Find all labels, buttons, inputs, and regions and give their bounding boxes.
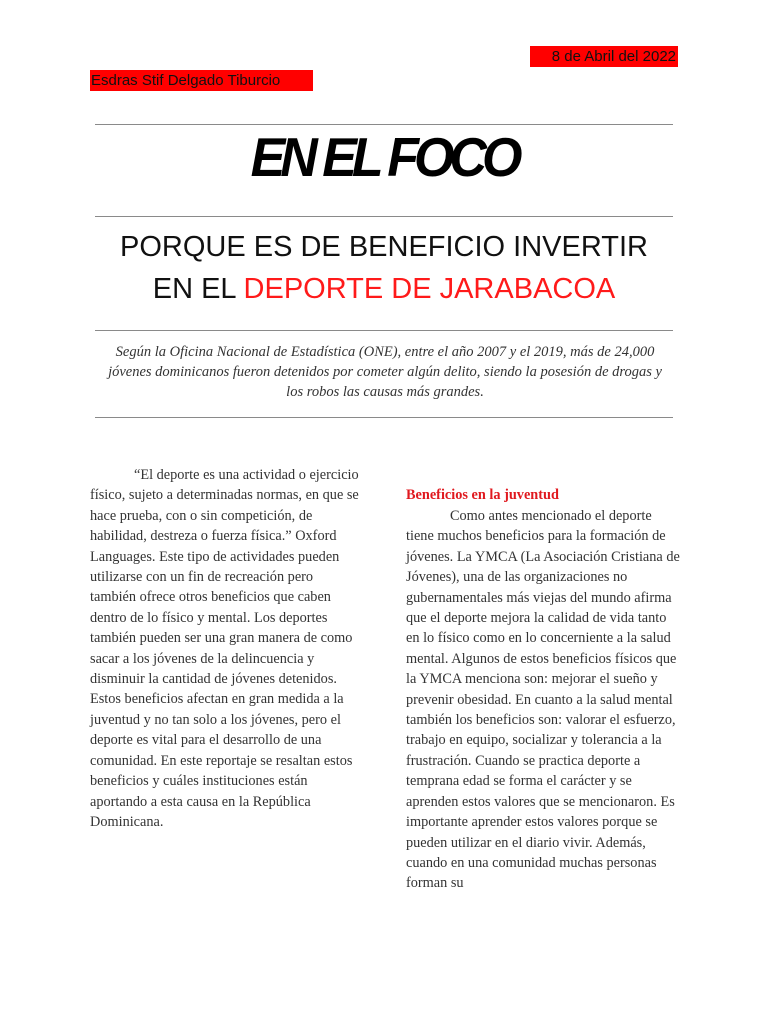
headline-line-1: PORQUE ES DE BENEFICIO INVERTIR bbox=[119, 231, 648, 263]
divider bbox=[95, 417, 673, 418]
divider bbox=[95, 330, 673, 331]
left-column bbox=[90, 465, 362, 832]
left-column-text: “El deporte es una actividad o ejercicio físico, sujeto a determinadas normas, en que se hace prueba, con o sin competición, de habilidad, destreza o fuerza física.” Oxford Languages. Este tipo de actividades pueden utilizarse con un fin de recreación pero también ofrece otros beneficios que caben dentro de lo físico y mental. Los deportes también pueden ser una gran manera de como sacar a los jóvenes de la delincuencia y disminuir la cantidad de jóvenes detenidos. Estos beneficios afectan en gran medida a la juventud y no tan solo a los jóvenes, pero el deporte es vital para el desarrollo de una comunidad. En este reportaje se resaltan estos beneficios y cuáles instituciones están aportando a esta causa en la República Dominicana. bbox=[90, 467, 359, 830]
divider bbox=[95, 216, 673, 217]
date-label: 8 de Abril del 2022 bbox=[530, 46, 678, 67]
author-label: Esdras Stif Delgado Tiburcio bbox=[90, 70, 313, 91]
headline-prefix: EN EL bbox=[152, 273, 244, 305]
headline-line-2 bbox=[95, 268, 673, 310]
headline-highlight: DEPORTE DE JARABACOA bbox=[243, 273, 616, 305]
right-column-text: Como antes mencionado el deporte tiene muchos beneficios para la formación de jóvenes. La YMCA (La Asociación Cristiana de Jóvenes), una de las organizaciones no gubernamentales más viejas del mundo afirma que el deporte mejora la calidad de vida tanto en lo físico como en lo concerniente a la salud mental. Algunos de estos beneficios físicos que la YMCA menciona son: mejorar el sueño y prevenir obesidad. En cuanto a la salud mental también los beneficios son: valorar el esfuerzo, trabajo en equipo, socializar y tolerancia a la frustración. Cuando se practica deporte a temprana edad se forma el carácter y se aprenden estos valores que se mencionaron. Es importante aprender estos valores porque se pueden utilizar en el diario vivir. Además, cuando en una comunidad muchas personas forman su bbox=[406, 508, 680, 892]
body-paragraph bbox=[90, 465, 362, 832]
article-headline bbox=[95, 226, 673, 310]
masthead-title: EN EL FOCO bbox=[250, 127, 518, 189]
right-column bbox=[406, 484, 682, 894]
section-heading: Beneficios en la juventud bbox=[406, 487, 559, 503]
body-paragraph bbox=[406, 506, 682, 894]
lede-paragraph: Según la Oficina Nacional de Estadística (ONE), entre el año 2007 y el 2019, más de 24,000 jóvenes dominicanos fueron detenidos por cometer algún delito, siendo la posesión de drogas y los robos las causas más grandes. bbox=[108, 344, 662, 400]
